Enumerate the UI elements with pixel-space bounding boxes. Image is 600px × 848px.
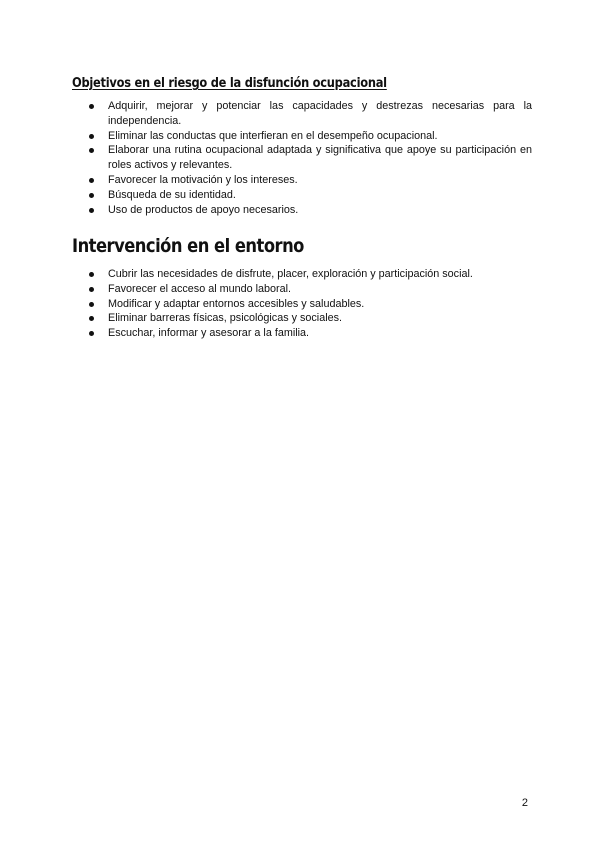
list-item-text: Cubrir las necesidades de disfrute, placer, exploración y participación social. (108, 268, 473, 280)
list-item (72, 311, 532, 326)
bullet-icon (89, 104, 94, 109)
list-item (72, 267, 532, 282)
list-item-text: Escuchar, informar y asesorar a la familia. (108, 327, 310, 340)
bullet-icon (89, 148, 94, 153)
bullet-icon (89, 193, 94, 198)
list-item-text: Adquirir, mejorar y potenciar las capacidades y destrezas necesarias para la independencia. (108, 100, 532, 127)
list-item-text: Favorecer la motivación y los intereses. (108, 173, 298, 186)
list-item (72, 143, 532, 173)
list-item (72, 326, 532, 341)
environment-heading: Intervención en el entorno (72, 235, 304, 257)
bullet-icon (89, 331, 94, 336)
list-item-text: Uso de productos de apoyo necesarios. (108, 203, 299, 216)
environment-list (72, 267, 532, 341)
bullet-icon (89, 302, 94, 307)
bullet-icon (89, 287, 94, 292)
page-number: 2 (521, 797, 528, 809)
list-item (72, 203, 532, 218)
list-item-text: Búsqueda de su identidad. (108, 188, 236, 201)
environment-section (72, 232, 532, 341)
list-item (72, 173, 532, 188)
list-item (72, 188, 532, 203)
list-item (72, 282, 532, 297)
objectives-section (72, 75, 532, 217)
bullet-icon (89, 272, 94, 277)
list-item (72, 99, 532, 129)
list-item-text: Modificar y adaptar entornos accesibles y saludables. (108, 297, 365, 310)
list-item-text: Eliminar las conductas que interfieran en el desempeño ocupacional. (108, 129, 438, 142)
list-item (72, 129, 532, 144)
list-item-text: Elaborar una rutina ocupacional adaptada y significativa que apoye su participación en roles activos y relevantes. (108, 144, 532, 172)
bullet-icon (89, 316, 94, 321)
list-item-text: Eliminar barreras físicas, psicológicas y sociales. (108, 312, 343, 325)
objectives-heading: Objetivos en el riesgo de la disfunción ocupacional (72, 76, 387, 91)
list-item (72, 297, 532, 312)
objectives-list (72, 99, 532, 217)
bullet-icon (89, 134, 94, 139)
bullet-icon (89, 208, 94, 213)
bullet-icon (89, 178, 94, 183)
list-item-text: Favorecer el acceso al mundo laboral. (108, 282, 292, 295)
